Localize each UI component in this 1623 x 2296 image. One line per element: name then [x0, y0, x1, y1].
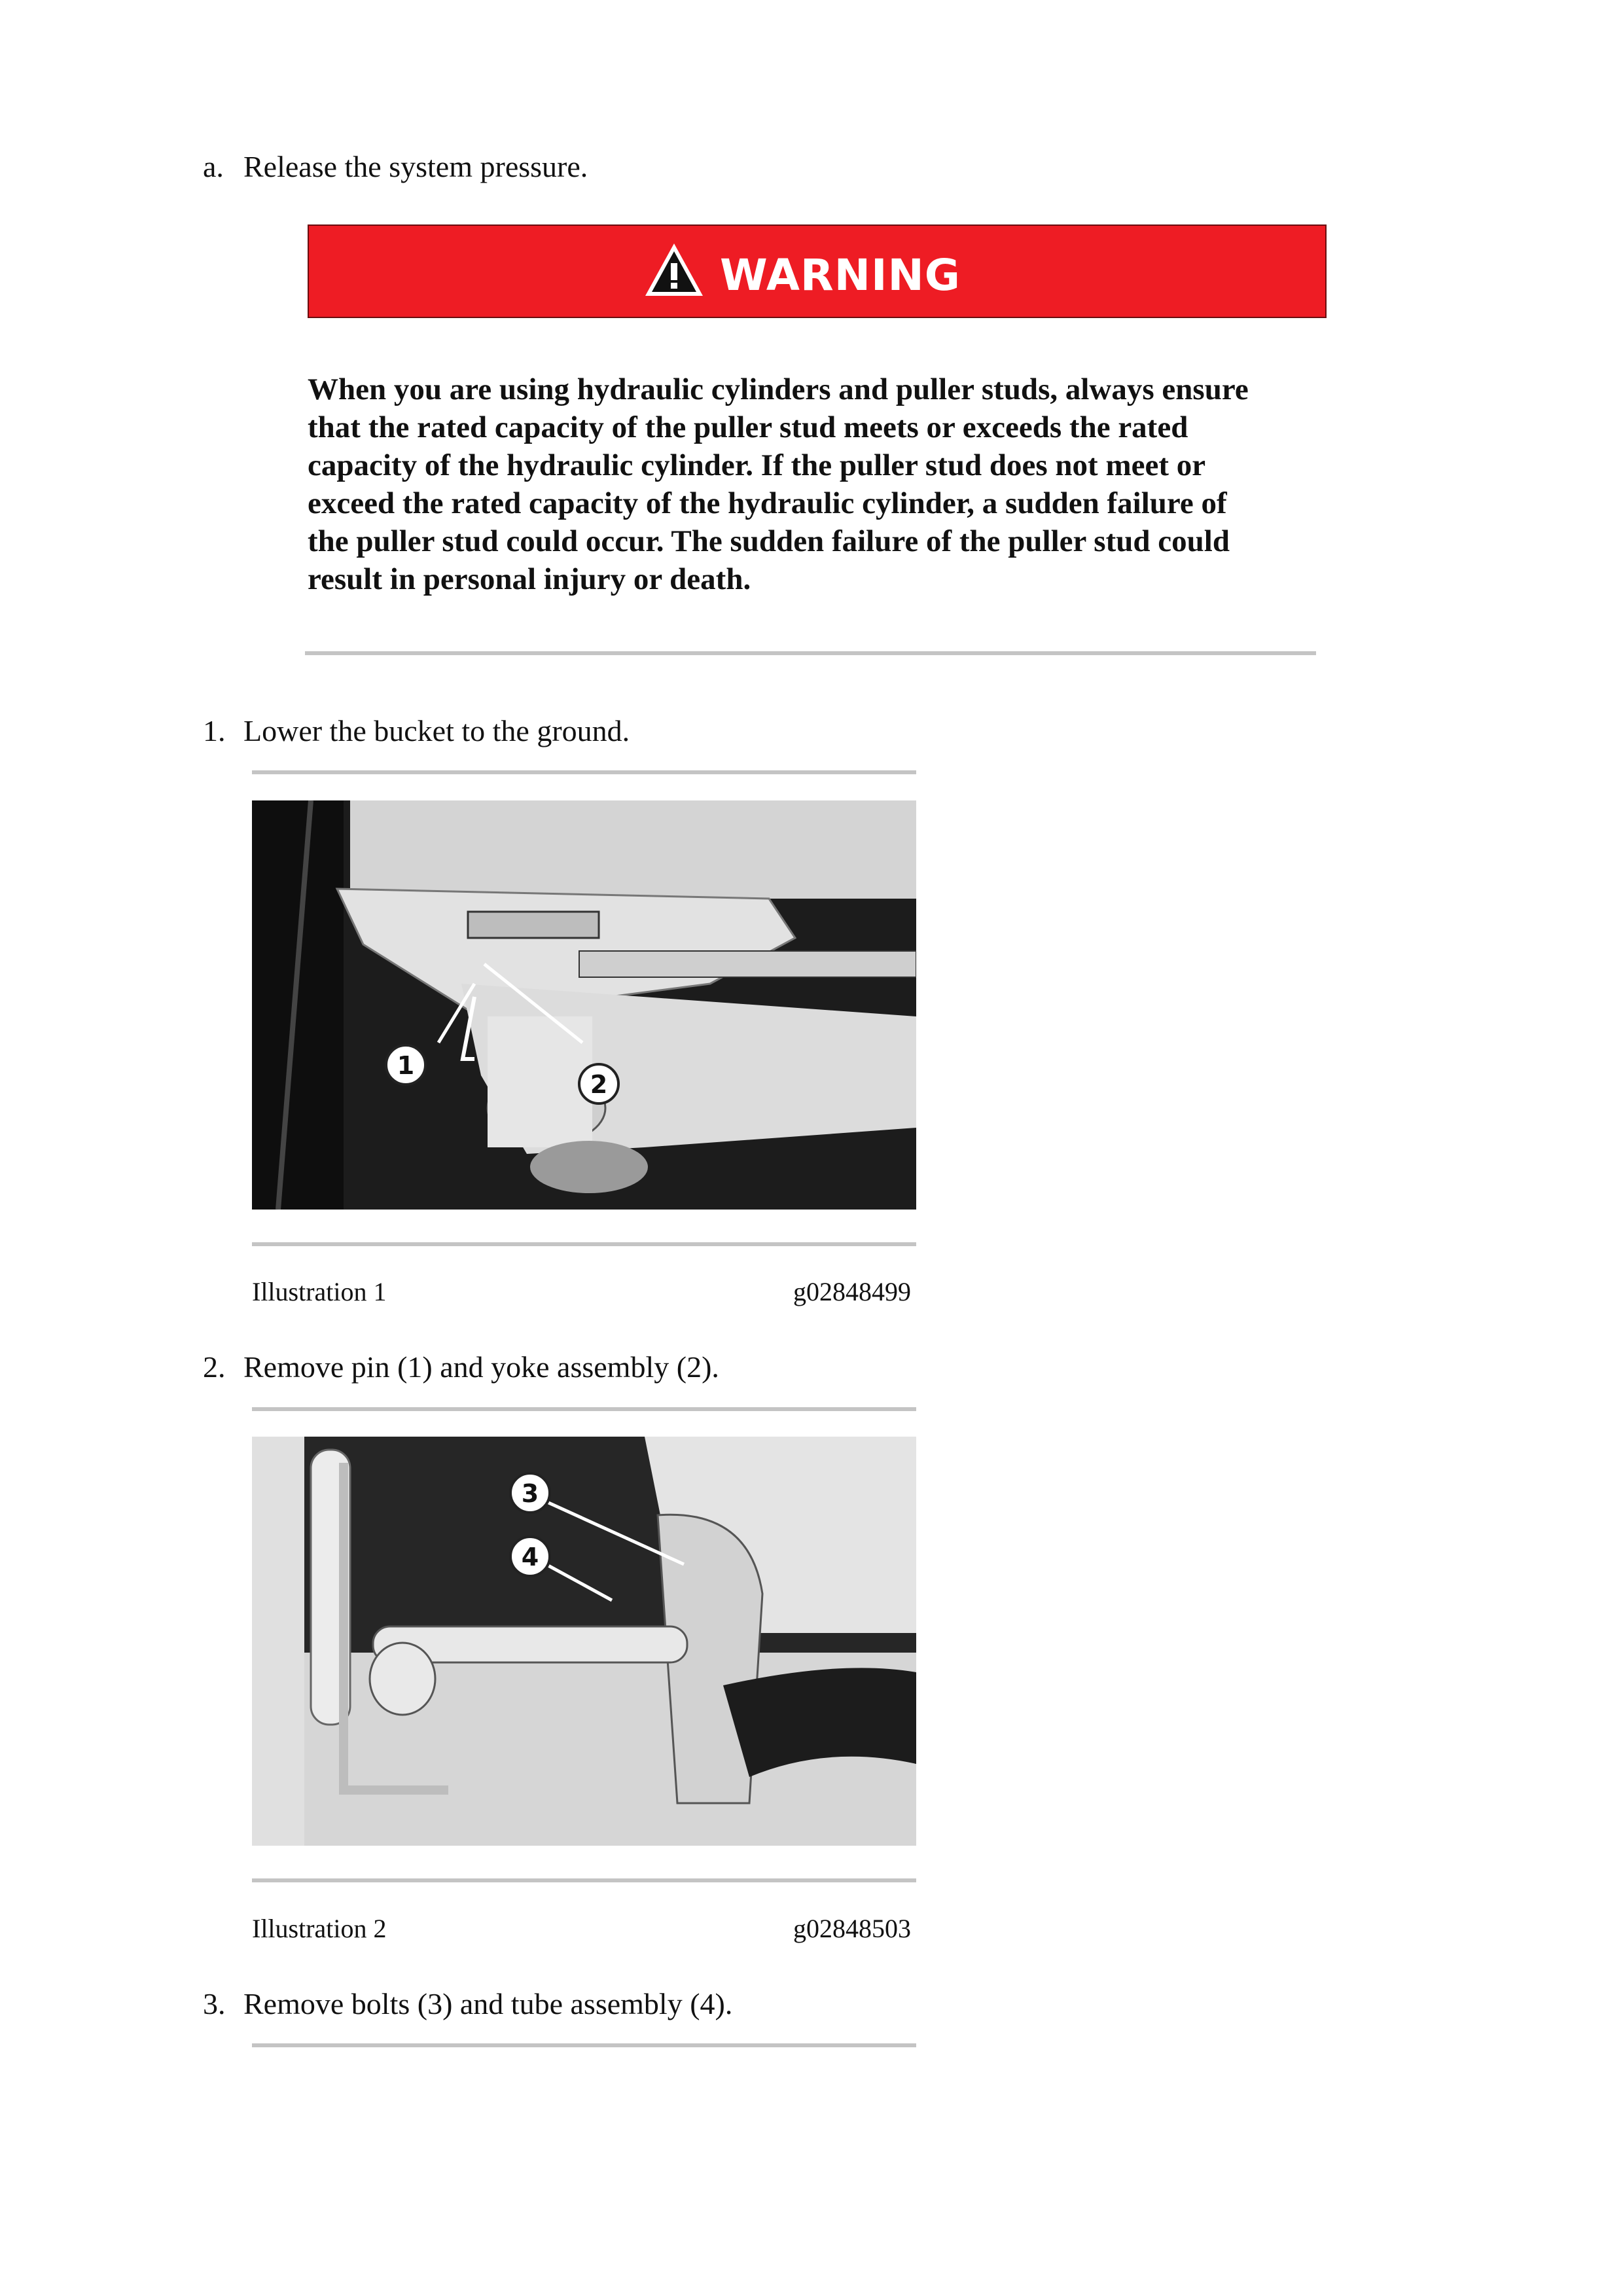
- warning-label: WARNING: [720, 249, 961, 300]
- warning-line: When you are using hydraulic cylinders and puller studs, always ensure: [308, 372, 1249, 406]
- divider: [252, 1878, 916, 1882]
- illustration-1-label: Illustration 1: [252, 1277, 387, 1306]
- illustration-1-photo: [252, 800, 916, 1210]
- step-marker: 1.: [203, 714, 226, 747]
- warning-message: [308, 370, 1355, 598]
- warning-line: exceed the rated capacity of the hydraulic cylinder, a sudden failure of: [308, 486, 1227, 520]
- warning-line: the puller stud could occur. The sudden failure of the puller stud could: [308, 524, 1230, 558]
- callout-label: 2: [590, 1070, 608, 1099]
- illustration-1-code: g02848499: [793, 1277, 911, 1306]
- warning-banner: [308, 224, 1327, 318]
- callout-label: 3: [521, 1479, 539, 1508]
- divider: [252, 770, 916, 774]
- step-marker: 3.: [203, 1987, 226, 2020]
- callout-1: [386, 1045, 425, 1085]
- callout-2: [579, 1064, 618, 1103]
- divider: [252, 2043, 916, 2047]
- step-marker: 2.: [203, 1350, 226, 1384]
- step-text: Remove bolts (3) and tube assembly (4).: [243, 1987, 733, 2020]
- illustration-2-label: Illustration 2: [252, 1914, 387, 1943]
- step-text: Remove pin (1) and yoke assembly (2).: [243, 1350, 719, 1384]
- illustration-2-photo: [252, 1437, 916, 1846]
- step-text: Release the system pressure.: [243, 150, 588, 183]
- callout-label: 1: [397, 1051, 415, 1080]
- divider: [252, 1242, 916, 1246]
- warning-line: capacity of the hydraulic cylinder. If the puller stud does not meet or: [308, 448, 1206, 482]
- warning-triangle-icon: [643, 241, 705, 309]
- step-text: Lower the bucket to the ground.: [243, 714, 630, 747]
- warning-line: result in personal injury or death.: [308, 562, 751, 596]
- warning-label-group: [643, 245, 961, 304]
- step-marker: a.: [203, 150, 224, 183]
- illustration-2-code: g02848503: [793, 1914, 911, 1943]
- warning-line: that the rated capacity of the puller stud meets or exceeds the rated: [308, 410, 1188, 444]
- callout-3: [510, 1473, 550, 1513]
- callout-4: [510, 1537, 550, 1576]
- divider: [252, 1407, 916, 1411]
- warning-divider: [305, 651, 1316, 655]
- callout-label: 4: [521, 1543, 539, 1571]
